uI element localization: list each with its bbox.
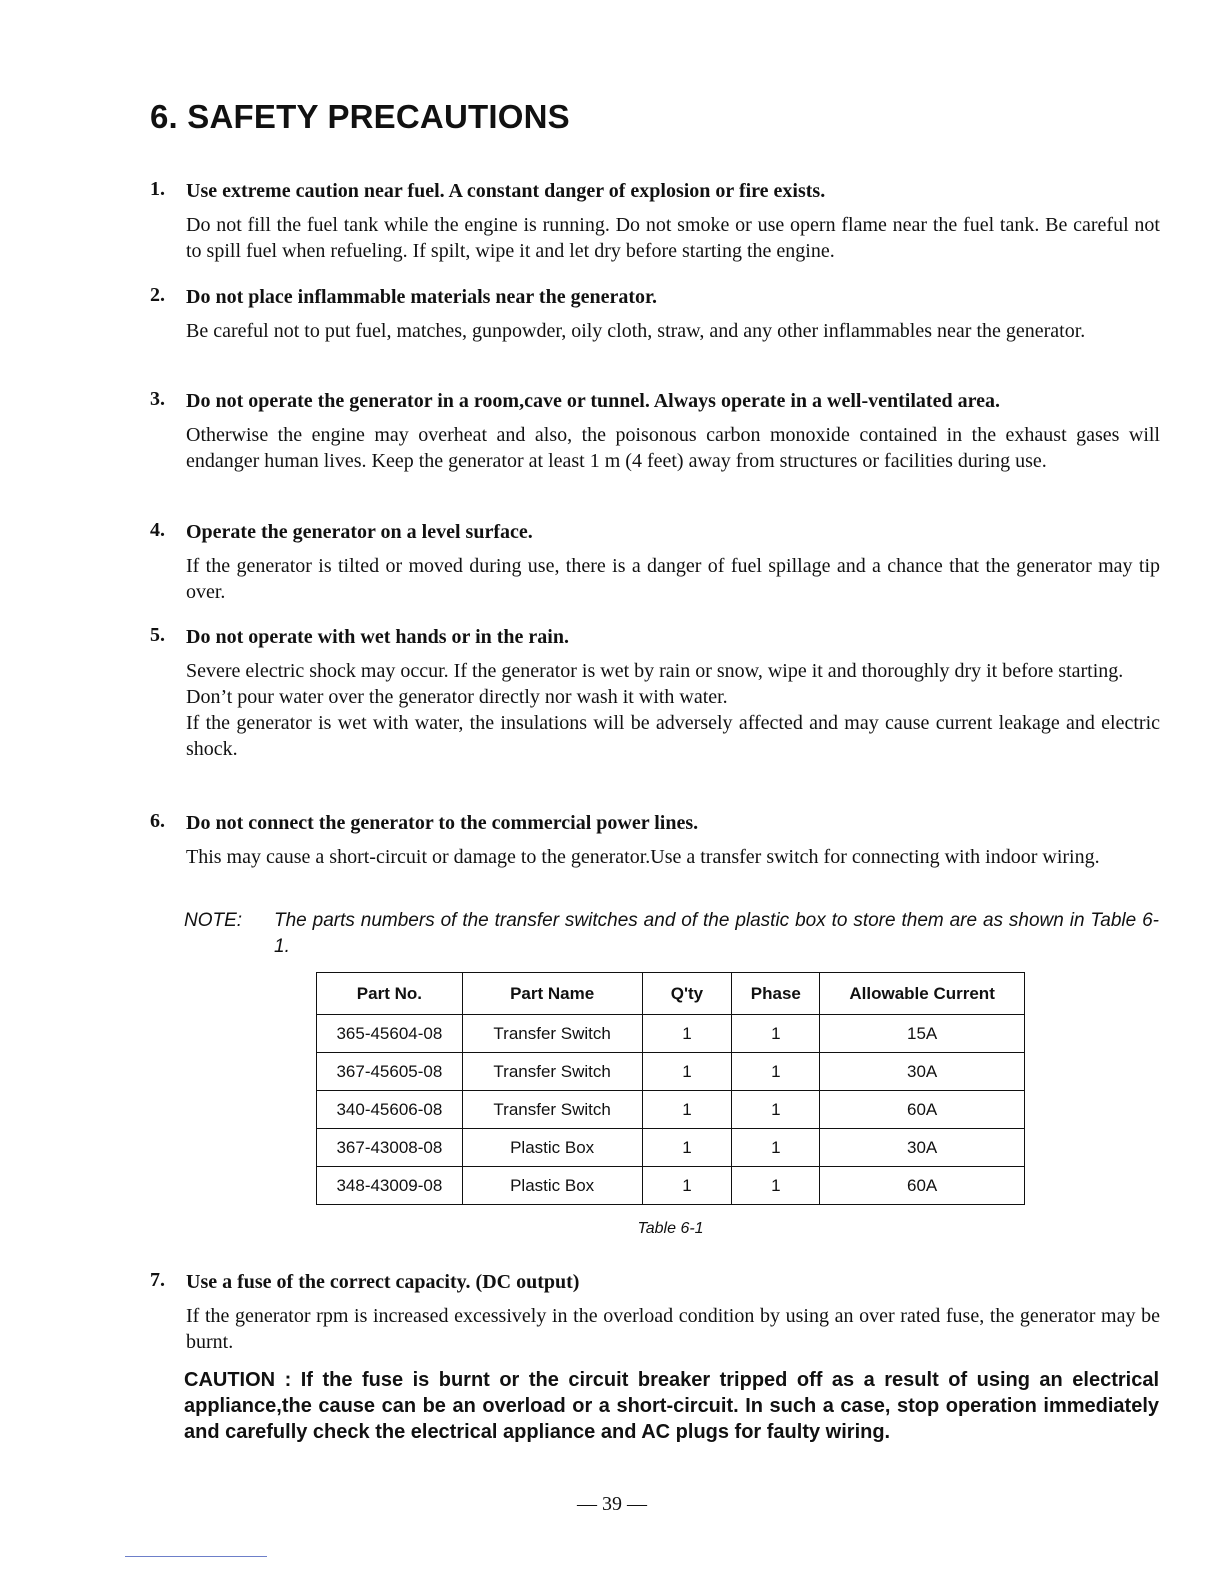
cell-part-no: 367-43008-08 [317, 1129, 463, 1167]
column-header-qty: Q'ty [642, 973, 732, 1015]
page-title: 6. SAFETY PRECAUTIONS [150, 98, 570, 135]
cell-part-name: Plastic Box [462, 1129, 642, 1167]
item-number: 6. [150, 810, 165, 832]
cell-part-no: 348-43009-08 [317, 1167, 463, 1205]
item-paragraph: This may cause a short-circuit or damage to the generator.Use a transfer switch for connecting with indoor wiring. [186, 846, 1100, 868]
item-title: Do not operate the generator in a room,cave or tunnel. Always operate in a well-ventilated area. [186, 390, 1000, 412]
footer-rule [125, 1556, 267, 1557]
table-row [317, 1129, 1025, 1167]
note-label: NOTE: [184, 910, 243, 931]
item-paragraph: Be careful not to put fuel, matches, gunpowder, oily cloth, straw, and any other inflammables near the generator. [186, 320, 1086, 342]
table-header-row [317, 973, 1025, 1015]
item-paragraph: Severe electric shock may occur. If the generator is wet by rain or snow, wipe it and thoroughly dry it before starting. [186, 660, 1124, 682]
cell-phase: 1 [732, 1167, 820, 1205]
cell-part-no: 340-45606-08 [317, 1091, 463, 1129]
table-row [317, 1091, 1025, 1129]
table-caption: Table 6-1 [637, 1220, 704, 1237]
note-block [184, 908, 1159, 960]
precaution-item-6 [150, 810, 1160, 870]
cell-phase: 1 [732, 1015, 820, 1053]
cell-allowable-current: 15A [820, 1015, 1025, 1053]
cell-part-name: Plastic Box [462, 1167, 642, 1205]
item-number: 1. [150, 178, 165, 200]
precaution-item-5 [150, 624, 1160, 762]
cell-allowable-current: 30A [820, 1129, 1025, 1167]
item-paragraph: Do not fill the fuel tank while the engine is running. Do not smoke or use opern flame near the fuel tank. Be careful not to spill fuel when refueling. If spilt, wipe it and let dry before starting the engine. [186, 214, 1160, 262]
table-row [317, 1167, 1025, 1205]
item-title: Do not connect the generator to the commercial power lines. [186, 812, 699, 834]
cell-allowable-current: 60A [820, 1167, 1025, 1205]
item-title: Do not operate with wet hands or in the rain. [186, 626, 569, 648]
item-number: 7. [150, 1269, 165, 1291]
cell-qty: 1 [642, 1053, 732, 1091]
precaution-item-3 [150, 388, 1160, 474]
page-number: — 39 — [577, 1493, 647, 1515]
precaution-item-4 [150, 519, 1160, 605]
item-paragraph: If the generator is wet with water, the insulations will be adversely affected and may cause current leakage and electric shock. [186, 712, 1160, 760]
cell-allowable-current: 60A [820, 1091, 1025, 1129]
item-title: Operate the generator on a level surface. [186, 521, 533, 543]
precaution-item-7 [150, 1269, 1160, 1355]
cell-qty: 1 [642, 1129, 732, 1167]
precaution-item-1 [150, 178, 1160, 264]
item-title: Do not place inflammable materials near the generator. [186, 286, 658, 308]
item-title: Use extreme caution near fuel. A constant danger of explosion or fire exists. [186, 180, 826, 202]
item-title: Use a fuse of the correct capacity. (DC output) [186, 1271, 580, 1293]
column-header-allowable-current: Allowable Current [820, 973, 1025, 1015]
cell-part-name: Transfer Switch [462, 1015, 642, 1053]
caution-block: CAUTION : If the fuse is burnt or the circuit breaker tripped off as a result of using an electrical appliance,the cause can be an overload or a short-circuit. In such a case, stop operation immediately and carefully check the electrical appliance and AC plugs for faulty wiring. [184, 1369, 1159, 1443]
item-paragraph: If the generator rpm is increased excessively in the overload condition by using an over rated fuse, the generator may be burnt. [186, 1305, 1160, 1353]
cell-phase: 1 [732, 1053, 820, 1091]
cell-qty: 1 [642, 1167, 732, 1205]
column-header-phase: Phase [732, 973, 820, 1015]
table-row [317, 1015, 1025, 1053]
precaution-item-2 [150, 284, 1160, 344]
cell-phase: 1 [732, 1129, 820, 1167]
cell-qty: 1 [642, 1091, 732, 1129]
cell-qty: 1 [642, 1015, 732, 1053]
item-paragraph: Otherwise the engine may overheat and also, the poisonous carbon monoxide contained in the exhaust gases will endanger human lives. Keep the generator at least 1 m (4 feet) away from structures or facilities during use. [186, 424, 1160, 472]
cell-part-name: Transfer Switch [462, 1091, 642, 1129]
cell-part-no: 367-45605-08 [317, 1053, 463, 1091]
cell-allowable-current: 30A [820, 1053, 1025, 1091]
table-row [317, 1053, 1025, 1091]
column-header-part-no: Part No. [317, 973, 463, 1015]
cell-phase: 1 [732, 1091, 820, 1129]
cell-part-no: 365-45604-08 [317, 1015, 463, 1053]
item-paragraph: If the generator is tilted or moved during use, there is a danger of fuel spillage and a chance that the generator may tip over. [186, 555, 1160, 603]
parts-table [316, 972, 1025, 1205]
item-number: 4. [150, 519, 165, 541]
note-text: The parts numbers of the transfer switches and of the plastic box to store them are as shown in Table 6-1. [274, 910, 1159, 957]
item-number: 5. [150, 624, 165, 646]
cell-part-name: Transfer Switch [462, 1053, 642, 1091]
item-number: 3. [150, 388, 165, 410]
item-paragraph: Don’t pour water over the generator directly nor wash it with water. [186, 686, 728, 708]
column-header-part-name: Part Name [462, 973, 642, 1015]
item-number: 2. [150, 284, 165, 306]
